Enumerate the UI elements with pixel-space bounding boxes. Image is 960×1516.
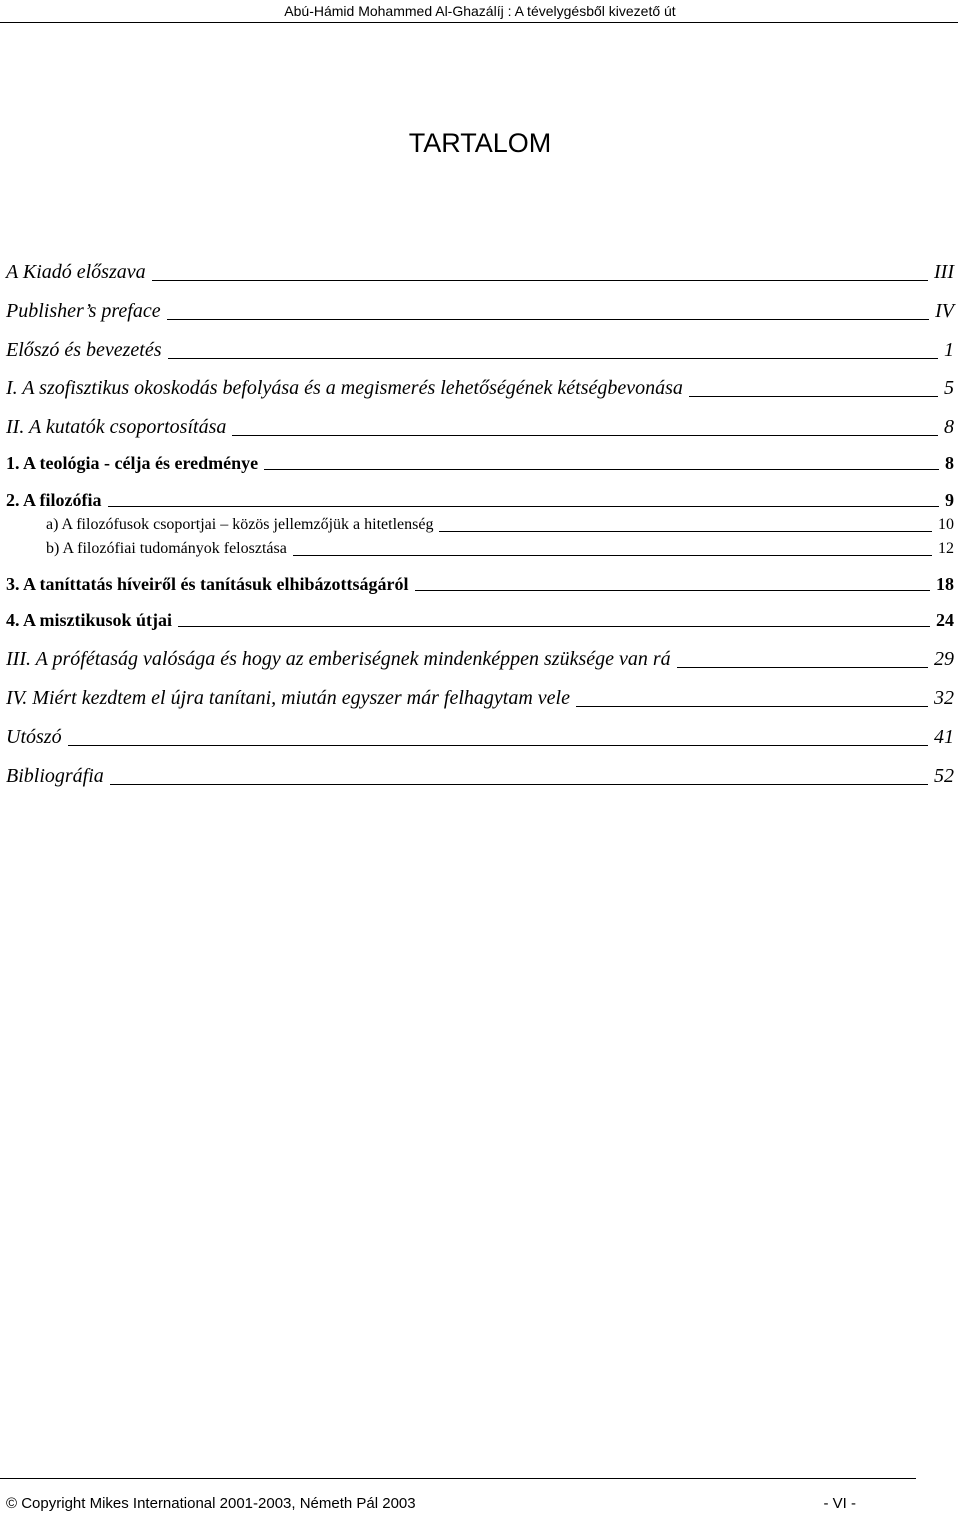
toc-entry-bibliografia[interactable]: [6, 763, 954, 789]
toc-leader-line: [689, 396, 938, 397]
toc-entry-page: 5: [944, 377, 954, 399]
toc-entry-label: 4. A misztikusok útjai: [6, 610, 173, 630]
toc-entry-page: 10: [938, 516, 954, 533]
toc-entry-page: 12: [938, 540, 954, 557]
toc-entry-label: 3. A taníttatás híveiről és tanításuk elhibázottságáról: [6, 574, 409, 594]
toc-leader-line: [68, 745, 928, 746]
toc-entry-page: 52: [934, 765, 954, 787]
toc-leader-line: [167, 319, 930, 320]
page-number: - VI -: [823, 1495, 856, 1512]
toc-entry-chapter-i[interactable]: [6, 375, 954, 401]
toc-entry-section-1[interactable]: [6, 451, 954, 475]
toc-entry-page: IV: [935, 300, 954, 322]
toc-entry-page: III: [934, 261, 954, 283]
toc-entry-label: b) A filozófiai tudományok felosztása: [46, 540, 287, 557]
toc-leader-line: [110, 784, 928, 785]
toc-leader-line: [576, 706, 928, 707]
toc-entry-section-3[interactable]: [6, 572, 954, 596]
toc-entry-chapter-ii[interactable]: [6, 414, 954, 440]
toc-entry-label: Bibliográfia: [6, 765, 104, 787]
toc-leader-line: [168, 358, 938, 359]
toc-entry-label: III. A prófétaság valósága és hogy az emberiségnek mindenképpen szüksége van rá: [6, 648, 671, 670]
toc-entry-label: I. A szofisztikus okoskodás befolyása és a megismerés lehetőségének kétségbevonása: [6, 377, 683, 399]
toc-entry-label: a) A filozófusok csoportjai – közös jellemzőjük a hitetlenség: [46, 516, 434, 533]
toc-entry-chapter-iii[interactable]: [6, 646, 954, 672]
toc-entry-section-4[interactable]: [6, 608, 954, 632]
toc-entry-page: 8: [944, 416, 954, 438]
toc-entry-page: 32: [934, 687, 954, 709]
toc-entry-page: 41: [934, 726, 954, 748]
toc-entry-label: IV. Miért kezdtem el újra tanítani, miután egyszer már felhagytam vele: [6, 687, 570, 709]
toc-entry-label: 2. A filozófia: [6, 490, 102, 510]
toc-entry-kiado-eloszava[interactable]: [6, 259, 954, 285]
copyright-notice: © Copyright Mikes International 2001-2003, Németh Pál 2003: [6, 1495, 416, 1512]
toc-leader-line: [677, 667, 928, 668]
toc-entry-utoszo[interactable]: [6, 724, 954, 750]
footer-rule: [0, 1478, 916, 1479]
toc-entry-publishers-preface[interactable]: [6, 298, 954, 324]
toc-entry-label: 1. A teológia - célja és eredménye: [6, 453, 259, 473]
toc-entry-eloszo-es-bevezetes[interactable]: [6, 337, 954, 363]
toc-entry-subsection-a[interactable]: [46, 515, 954, 535]
toc-entry-page: 29: [934, 648, 954, 670]
toc-entry-page: 24: [936, 610, 954, 630]
header-rule: [0, 22, 958, 23]
toc-entry-page: 18: [936, 574, 954, 594]
toc-entry-subsection-b[interactable]: [46, 539, 954, 559]
toc-entry-page: 9: [945, 490, 954, 510]
toc-entry-label: Utószó: [6, 726, 62, 748]
running-header: Abú-Hámid Mohammed Al-Ghazálíj : A tévelygésből kivezető út: [284, 3, 676, 19]
toc-leader-line: [439, 531, 932, 532]
page-footer: [6, 1494, 856, 1514]
toc-leader-line: [178, 626, 930, 627]
toc-entry-section-2[interactable]: [6, 488, 954, 512]
toc-entry-label: Publisher’s preface: [6, 300, 161, 322]
toc-leader-line: [108, 506, 940, 507]
toc-entry-label: Előszó és bevezetés: [6, 339, 162, 361]
toc-leader-line: [152, 280, 928, 281]
toc-entry-label: A Kiadó előszava: [6, 261, 146, 283]
toc-entry-page: 8: [945, 453, 954, 473]
toc-entry-chapter-iv[interactable]: [6, 685, 954, 711]
toc-title: TARTALOM: [408, 128, 552, 158]
toc-leader-line: [293, 555, 932, 556]
toc-leader-line: [415, 590, 930, 591]
toc-entry-label: II. A kutatók csoportosítása: [6, 416, 227, 438]
toc-leader-line: [264, 469, 939, 470]
toc-leader-line: [232, 435, 938, 436]
toc-entry-page: 1: [944, 339, 954, 361]
